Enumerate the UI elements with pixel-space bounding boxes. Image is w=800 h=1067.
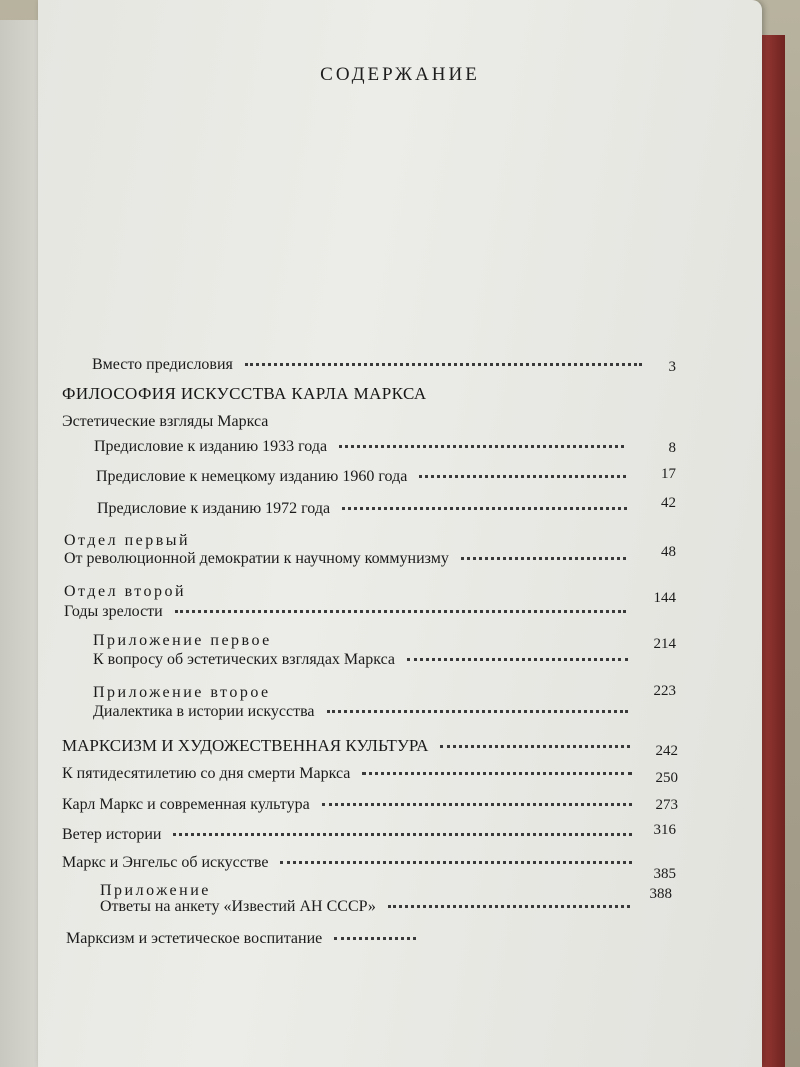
toc-entry [62, 765, 642, 783]
toc-entry-text: Предисловие к изданию 1933 года [94, 438, 328, 455]
appendix-label: Приложение первое [93, 632, 272, 649]
leader-dots [388, 905, 630, 908]
toc-entry-text: К пятидесятилетию со дня смерти Маркса [62, 765, 351, 782]
toc-page-number: 316 [653, 822, 676, 838]
toc-entry [66, 930, 426, 948]
toc-entry [62, 826, 642, 844]
toc-entry-text: Марксизм и эстетическое воспитание [66, 930, 323, 947]
part-label: Отдел первый [64, 532, 191, 549]
leader-dots [419, 475, 626, 478]
leader-dots [407, 658, 628, 661]
appendix-label: Приложение [100, 882, 211, 899]
toc-page-number: 385 [653, 866, 676, 882]
leader-dots [339, 445, 624, 448]
toc-page-number: 223 [653, 683, 676, 699]
leader-dots [280, 861, 632, 864]
toc-entry-text: Годы зрелости [64, 603, 163, 620]
toc-entry [100, 898, 640, 916]
subsection-title: Эстетические взгляды Маркса [62, 413, 269, 430]
leader-dots [175, 610, 626, 613]
toc-page-number: 214 [653, 636, 676, 652]
toc-entry [62, 854, 642, 872]
section-heading: МАРКСИЗМ И ХУДОЖЕСТВЕННАЯ КУЛЬТУРА [62, 736, 429, 755]
toc-entry-text: Диалектика в истории искусства [93, 703, 315, 720]
leader-dots [334, 937, 416, 940]
leader-dots [342, 507, 627, 510]
leader-dots [461, 557, 626, 560]
toc-page-number: 3 [668, 359, 676, 375]
leader-dots [362, 772, 632, 775]
toc-entry-text: Маркс и Энгельс об искусстве [62, 854, 269, 871]
toc-entry [62, 796, 642, 814]
toc-entry [94, 438, 634, 456]
toc-page-number: 48 [661, 544, 676, 560]
page-title: СОДЕРЖАНИЕ [320, 64, 480, 85]
appendix-label: Приложение второе [93, 684, 271, 701]
toc-page-number: 242 [655, 743, 678, 759]
part-label: Отдел второй [64, 583, 187, 600]
toc-entry [62, 736, 640, 756]
toc-entry [64, 603, 636, 621]
toc-entry-text: К вопросу об эстетических взглядах Маркса [93, 651, 396, 668]
toc-page-number: 388 [649, 886, 672, 902]
toc-entry-text: Карл Маркс и современная культура [62, 796, 310, 813]
toc-entry [64, 550, 636, 568]
toc-entry-text: Предисловие к изданию 1972 года [97, 500, 331, 517]
toc-entry [97, 500, 637, 518]
leader-dots [327, 710, 628, 713]
toc-page-number: 42 [661, 495, 676, 511]
toc-entry-text: Ответы на анкету «Известий АН СССР» [100, 898, 376, 915]
section-heading: ФИЛОСОФИЯ ИСКУССТВА КАРЛА МАРКСА [62, 384, 427, 403]
toc-page-number: 250 [655, 770, 678, 786]
toc-entry-text: Ветер истории [62, 826, 162, 843]
toc-page-number: 144 [653, 590, 676, 606]
toc-entry [92, 356, 652, 374]
toc-entry [93, 703, 638, 721]
toc-entry-text: От революционной демократии к научному коммунизму [64, 550, 449, 567]
toc-page-number: 273 [655, 797, 678, 813]
toc-page-number: 17 [661, 466, 676, 482]
toc-entry [93, 651, 638, 669]
leader-dots [322, 803, 632, 806]
leader-dots [245, 363, 642, 366]
toc-entry [96, 468, 636, 486]
leader-dots [173, 833, 632, 836]
toc-entry-text: Вместо предисловия [92, 356, 233, 373]
leader-dots [440, 745, 630, 748]
toc-page-number: 8 [668, 440, 676, 456]
toc-entry-text: Предисловие к немецкому изданию 1960 года [96, 468, 408, 485]
